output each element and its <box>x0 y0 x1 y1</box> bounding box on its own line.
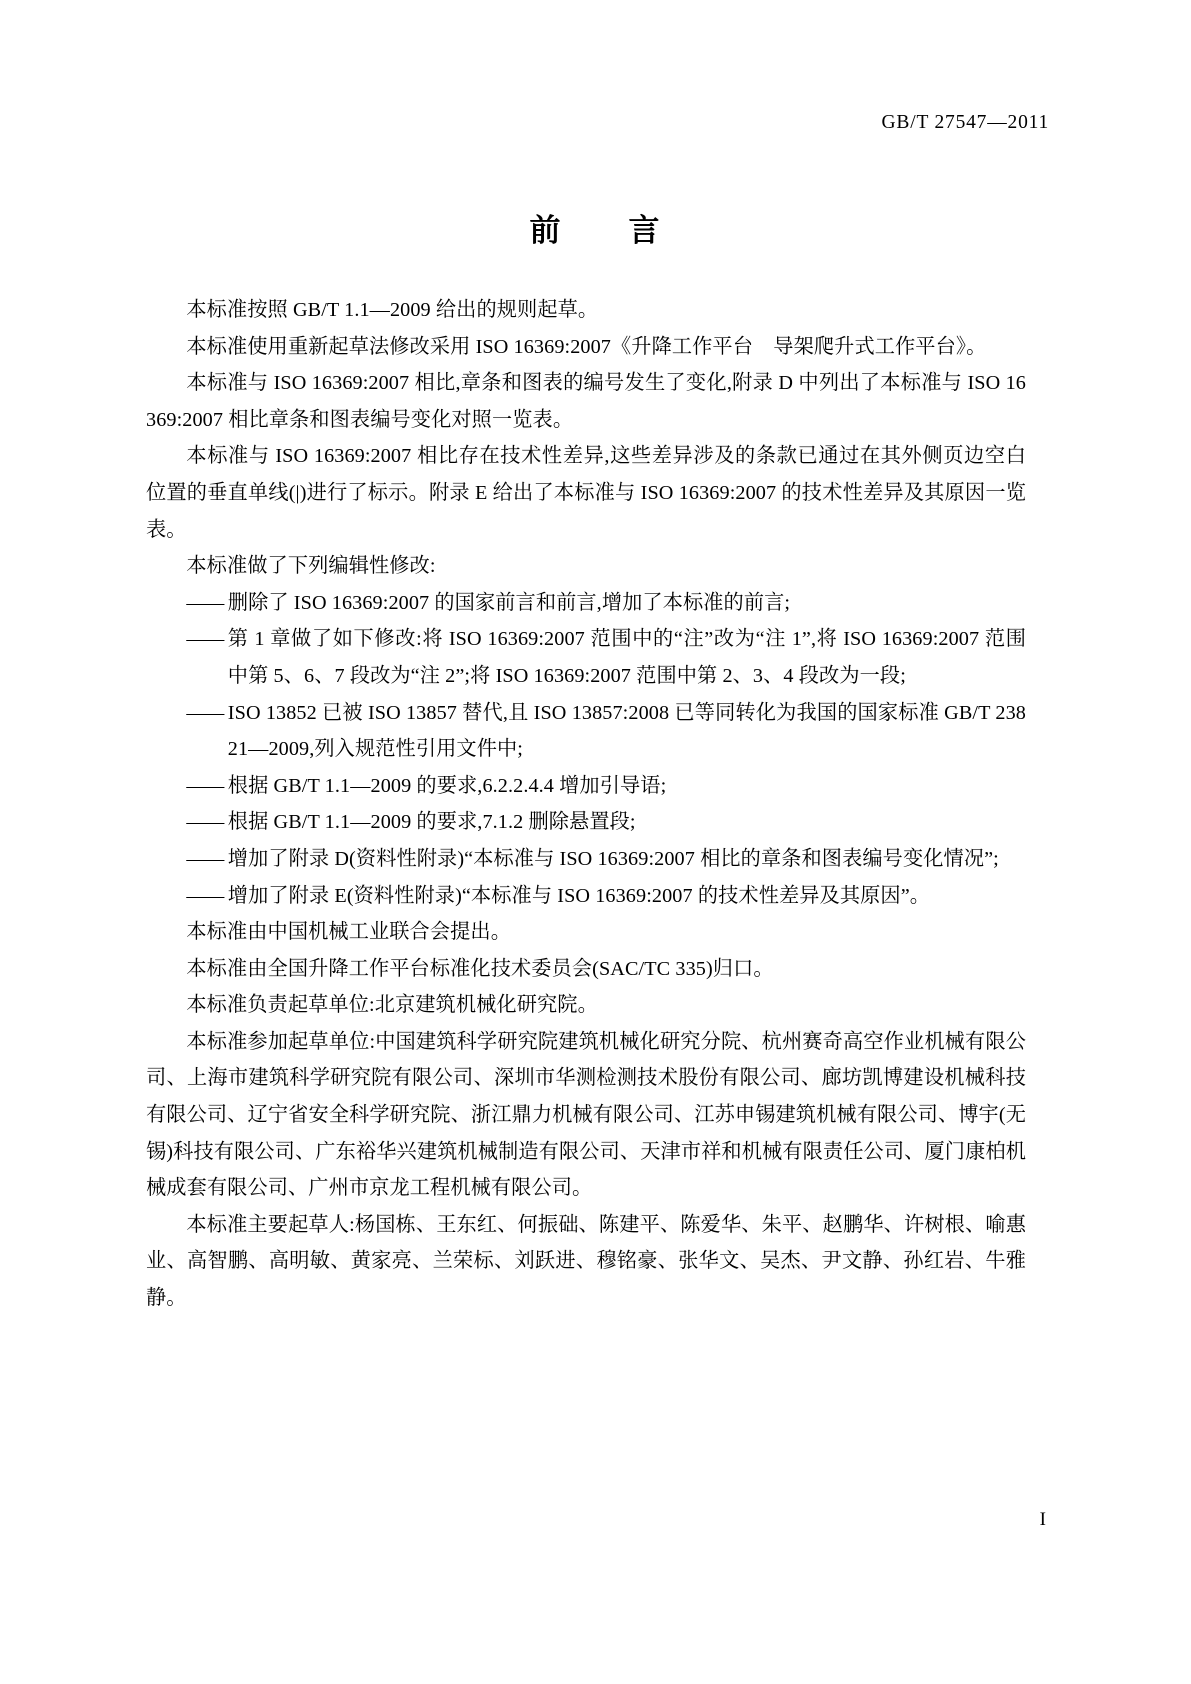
page-number: I <box>1039 1509 1046 1530</box>
list-item-text: 删除了 ISO 16369:2007 的国家前言和前言,增加了本标准的前言; <box>227 591 791 614</box>
paragraph-2: 本标准使用重新起草法修改采用 ISO 16369:2007《升降工作平台 导架爬升式工作平台》。 <box>186 335 987 358</box>
running-header <box>882 112 1049 134</box>
list-item-text: 根据 GB/T 1.1—2009 的要求,7.1.2 删除悬置段; <box>227 811 636 834</box>
em-dash-marker: —— <box>186 847 222 870</box>
paragraph-1: 本标准按照 GB/T 1.1—2009 给出的规则起草。 <box>186 299 599 321</box>
paragraph-5: 本标准做了下列编辑性修改: <box>186 555 436 578</box>
em-dash-marker: —— <box>186 628 222 651</box>
list-item <box>146 841 1026 878</box>
list-item <box>146 695 1026 768</box>
page-title: 前 言 <box>529 213 662 249</box>
list-item <box>146 878 1026 915</box>
list-item-text: 根据 GB/T 1.1—2009 的要求,6.2.2.4.4 增加引导语; <box>227 774 667 797</box>
list-item-text: 增加了附录 D(资料性附录)“本标准与 ISO 16369:2007 相比的章条和图表编号变化情况”; <box>227 847 999 870</box>
body-content <box>146 292 1026 1317</box>
paragraph-9: 本标准参加起草单位:中国建筑科学研究院建筑机械化研究分院、杭州赛奇高空作业机械有限公司、上海市建筑科学研究院有限公司、深圳市华测检测技术股份有限公司、廊坊凯博建设机械科技有限公司、辽宁省安全科学研究院、浙江鼎力机械有限公司、江苏申锡建筑机械有限公司、博宇(无锡)科技有限公司、广东裕华兴建筑机械制造有限公司、天津市祥和机械有限责任公司、厦门康柏机械成套有限公司、广州市京龙工程机械有限公司。 <box>146 1030 1026 1200</box>
list-item-text: ISO 13852 已被 ISO 13857 替代,且 ISO 13857:2008 已等同转化为我国的国家标准 GB/T 23821—2009,列入规范性引用文件中; <box>227 701 1026 761</box>
paragraph-3: 本标准与 ISO 16369:2007 相比,章条和图表的编号发生了变化,附录 D 中列出了本标准与 ISO 16369:2007 相比章条和图表编号变化对照一览表。 <box>146 372 1026 431</box>
paragraph-7: 本标准由全国升降工作平台标准化技术委员会(SAC/TC 335)归口。 <box>186 957 774 980</box>
list-item <box>146 621 1026 694</box>
em-dash-marker: —— <box>186 774 222 797</box>
list-item <box>146 804 1026 841</box>
paragraph-10: 本标准主要起草人:杨国栋、王东红、何振础、陈建平、陈爱华、朱平、赵鹏华、许树根、喻惠业、高智鹏、高明敏、黄家亮、兰荣标、刘跃进、穆铭豪、张华文、吴杰、尹文静、孙红岩、牛雅静。 <box>146 1213 1026 1310</box>
em-dash-marker: —— <box>186 591 222 614</box>
em-dash-marker: —— <box>186 811 222 834</box>
paragraph-8: 本标准负责起草单位:北京建筑机械化研究院。 <box>186 994 598 1017</box>
list-item <box>146 768 1026 805</box>
em-dash-marker: —— <box>186 884 222 907</box>
editorial-changes-list <box>146 585 1026 914</box>
standard-number: GB/T 27547—2011 <box>881 112 1049 133</box>
list-item <box>146 585 1026 622</box>
list-item-text: 第 1 章做了如下修改:将 ISO 16369:2007 范围中的“注”改为“注 1”,将 ISO 16369:2007 范围中第 5、6、7 段改为“注 2”;将 ISO 16369:2007 范围中第 2、3、4 段改为一段; <box>227 628 1026 687</box>
paragraph-4: 本标准与 ISO 16369:2007 相比存在技术性差异,这些差异涉及的条款已通过在其外侧页边空白位置的垂直单线(|)进行了标示。附录 E 给出了本标准与 ISO 16369:2007 的技术性差异及其原因一览表。 <box>146 445 1026 541</box>
list-item-text: 增加了附录 E(资料性附录)“本标准与 ISO 16369:2007 的技术性差异及其原因”。 <box>227 884 931 907</box>
em-dash-marker: —— <box>186 701 222 724</box>
paragraph-6: 本标准由中国机械工业联合会提出。 <box>186 921 511 944</box>
